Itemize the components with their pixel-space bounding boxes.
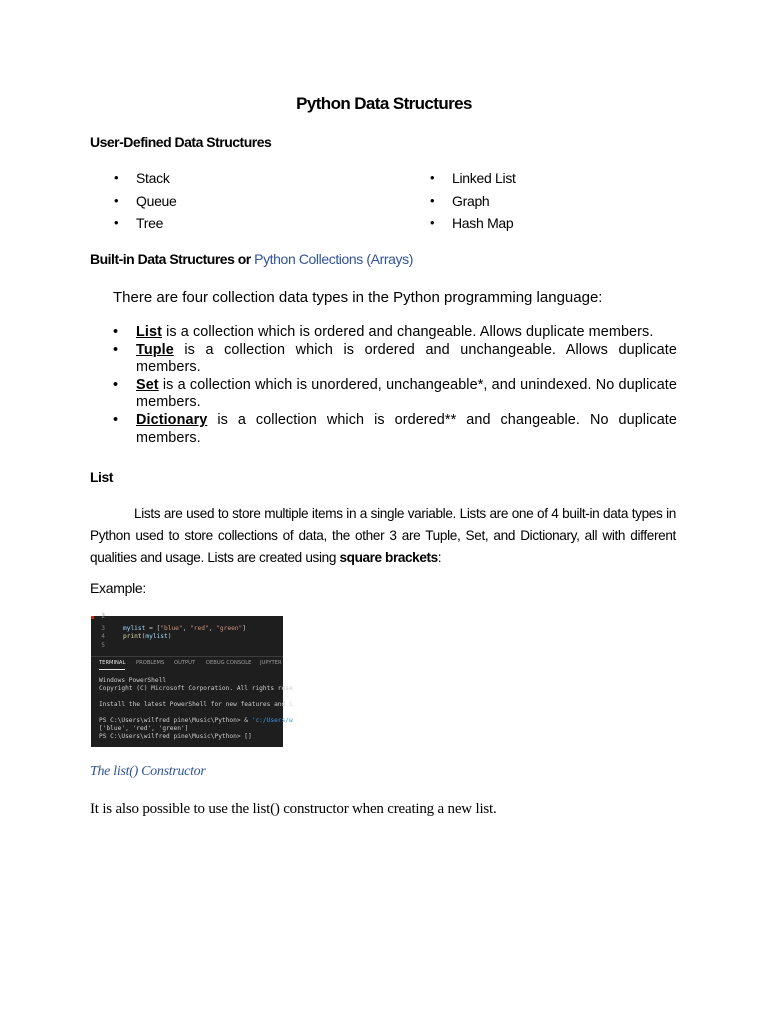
code-line: mylist = ["blue", "red", "green"] bbox=[123, 625, 246, 632]
vscode-screenshot bbox=[91, 613, 293, 747]
code-line: print(mylist) bbox=[123, 633, 172, 640]
line-number: 2 bbox=[101, 613, 105, 620]
list-paragraph bbox=[90, 503, 676, 569]
list-item: • Tree bbox=[114, 213, 177, 236]
builtin-heading-text: Built-in Data Structures or bbox=[90, 251, 255, 267]
tab-output[interactable]: OUTPUT bbox=[174, 660, 196, 666]
collection-type-term: Dictionary bbox=[136, 411, 208, 428]
square-brackets-bold: square brackets bbox=[339, 550, 438, 565]
page-title: Python Data Structures bbox=[296, 94, 472, 113]
terminal-line: Windows PowerShell bbox=[99, 677, 167, 684]
collection-type-desc: is a collection which is unordered, unchangeable*, and unindexed. No duplicate members. bbox=[136, 376, 677, 411]
example-label: Example: bbox=[90, 580, 146, 596]
terminal-line: PS C:\Users\wilfred pine\Music\Python> & 'c:/Users/w bbox=[99, 717, 293, 724]
user-defined-right-column bbox=[430, 168, 516, 236]
list-item: • Hash Map bbox=[430, 213, 516, 236]
list-paragraph-end: : bbox=[437, 550, 442, 565]
tab-terminal[interactable]: TERMINAL bbox=[99, 660, 125, 670]
collection-type-term: Tuple bbox=[136, 341, 174, 358]
terminal-line: Copyright (C) Microsoft Corporation. All rights rese bbox=[99, 685, 293, 692]
collection-type-item bbox=[113, 412, 677, 447]
user-defined-left-column bbox=[114, 168, 177, 236]
list-item: • Queue bbox=[114, 191, 177, 214]
collection-type-desc: is a collection which is ordered and changeable. Allows duplicate members. bbox=[161, 324, 654, 340]
terminal-line: ['blue', 'red', 'green'] bbox=[99, 725, 189, 732]
list-item: • Stack bbox=[114, 168, 177, 191]
terminal-line: Install the latest PowerShell for new features and i bbox=[99, 701, 293, 708]
panel-tabs bbox=[91, 656, 283, 669]
collection-type-term: List bbox=[136, 324, 162, 340]
tab-jupyter[interactable]: JUPYTER bbox=[260, 660, 282, 666]
collection-types-list bbox=[113, 324, 677, 447]
collection-type-item bbox=[113, 324, 677, 342]
code-editor bbox=[91, 613, 283, 652]
tab-debug-console[interactable]: DEBUG CONSOLE bbox=[206, 660, 252, 666]
python-collections-link[interactable]: Python Collections (Arrays) bbox=[254, 251, 413, 267]
list-heading: List bbox=[90, 469, 113, 485]
terminal-line: PS C:\Users\wilfred pine\Music\Python> [] bbox=[99, 733, 252, 740]
list-constructor-text: It is also possible to use the list() constructor when creating a new list. bbox=[90, 801, 497, 817]
collection-type-term: Set bbox=[136, 376, 159, 393]
user-defined-heading: User-Defined Data Structures bbox=[90, 134, 272, 150]
line-number: 3 bbox=[101, 625, 105, 632]
line-number: 4 bbox=[101, 633, 105, 640]
list-item: • Graph bbox=[430, 191, 516, 214]
collection-type-desc: is a collection which is ordered and unchangeable. Allows duplicate members. bbox=[136, 341, 677, 376]
collection-type-desc: is a collection which is ordered** and changeable. No duplicate members. bbox=[136, 411, 677, 446]
line-number: 5 bbox=[101, 642, 105, 649]
list-constructor-heading: The list() Constructor bbox=[90, 764, 206, 779]
breakpoint-marker bbox=[91, 616, 94, 619]
list-paragraph-text: Lists are used to store multiple items in a single variable. Lists are one of 4 built-in data types in Python used to store collections of data, the other 3 are Tuple, Set, and Dictionary, all with different qualities and usage. Lists are created using bbox=[90, 506, 676, 565]
collection-type-item bbox=[113, 342, 677, 377]
collection-type-item bbox=[113, 377, 677, 412]
tab-problems[interactable]: PROBLEMS bbox=[136, 660, 165, 666]
collections-intro: There are four collection data types in the Python programming language: bbox=[113, 289, 603, 306]
builtin-heading bbox=[90, 251, 413, 267]
list-item: • Linked List bbox=[430, 168, 516, 191]
